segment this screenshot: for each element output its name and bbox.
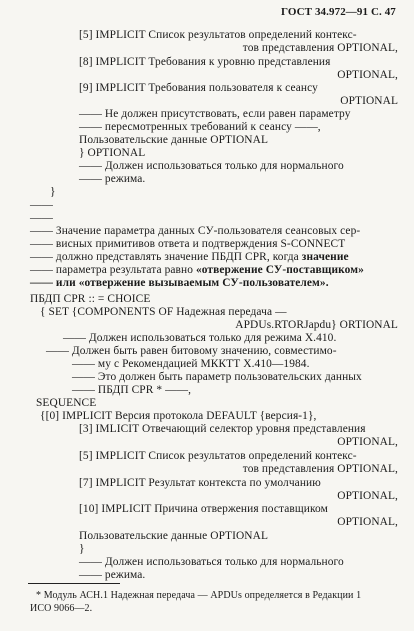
text-line: } OPTIONAL (79, 147, 146, 159)
text-line: SEQUENCE (36, 397, 97, 409)
text-line: —— должно представлять значение ПБДП CPR, когда значение (30, 251, 349, 263)
footnote-divider (28, 583, 120, 584)
text-line: [3] IMLICIT Отвечающий селектор уровня представления (79, 423, 366, 435)
text-line: —— параметра результата равно «отвержение СУ-поставщиком» (30, 264, 364, 276)
text-line: —— (30, 212, 53, 224)
text-line: —— или «отвержение вызываемым СУ-пользователем». (30, 277, 329, 289)
text-line: OPTIONAL, (337, 516, 398, 528)
text-line: {[0] IMPLICIT Версия протокола DEFAULT {версия-1}, (40, 410, 317, 422)
text-line: OPTIONAL, (337, 436, 398, 448)
text-line: [10] IMPLICIT Причина отвержения поставщиком (79, 503, 328, 515)
text-line: OPTIONAL (340, 95, 398, 107)
text-line: APDUs.RTORJapdu} ORTIONAL (235, 319, 398, 331)
bold-text: «отвержение СУ-поставщиком» (195, 264, 364, 276)
text-line: —— Должен использоваться только для нормального (79, 556, 344, 568)
text-line: OPTIONAL, (337, 490, 398, 502)
text-line: тов представления OPTIONAL, (242, 42, 398, 54)
text-line: [5] IMPLICIT Список результатов определений контекс- (79, 450, 357, 462)
footnote-line: ИСО 9066—2. (30, 603, 93, 614)
text-line: ПБДП CPR :: = CHOICE (30, 293, 151, 305)
text-line: OPTIONAL, (337, 69, 398, 81)
text-line: Пользовательские данные OPTIONAL (79, 530, 269, 542)
text-line: —— ПБДП CPR * ——, (72, 384, 192, 396)
text-line: —— Это должен быть параметр пользовательских данных (72, 371, 362, 383)
text-line: [7] IMPLICIT Результат контекста по умолчанию (79, 477, 321, 489)
text-line: —— Значение параметра данных СУ-пользователя сеансовых сер- (30, 225, 361, 237)
text-line: [9] IMPLICIT Требования пользователя к сеансу (79, 82, 318, 94)
text-line: —— Должен использоваться только для режима X.410. (63, 332, 337, 344)
text-line: { SET {COMPONENTS OF Надежная передача — (40, 306, 287, 318)
footnote-line: * Модуль АСН.1 Надежная передача — APDUs определяется в Редакции 1 (36, 590, 362, 601)
text-line: Пользовательские данные OPTIONAL (79, 134, 269, 146)
text-line: —— пересмотренных требований к сеансу ——, (79, 121, 321, 133)
text-line: —— му с Рекомендацией МККТТ X.410—1984. (72, 358, 310, 370)
text-line: —— Должен быть равен битовому значению, совместимо- (46, 345, 337, 357)
text-line: —— (30, 199, 53, 211)
text-line: —— Не должен присутствовать, если равен параметру (79, 108, 351, 120)
page-header: ГОСТ 34.972—91 С. 47 (281, 6, 396, 18)
text-line: [5] IMPLICIT Список результатов определений контекс- (79, 29, 357, 41)
bold-text: значение (301, 251, 349, 263)
text-line: [8] IMPLICIT Требования к уровню представления (79, 56, 331, 68)
text-line: —— висных примитивов ответа и подтверждения S-CONNECT (30, 238, 346, 250)
text-line: } (50, 186, 56, 198)
text-line: } (79, 543, 85, 555)
text-line: тов представления OPTIONAL, (242, 463, 398, 475)
text-line: —— Должен использоваться только для нормального (79, 160, 344, 172)
text-line: —— режима. (79, 173, 146, 185)
text-line: —— режима. (79, 569, 146, 581)
